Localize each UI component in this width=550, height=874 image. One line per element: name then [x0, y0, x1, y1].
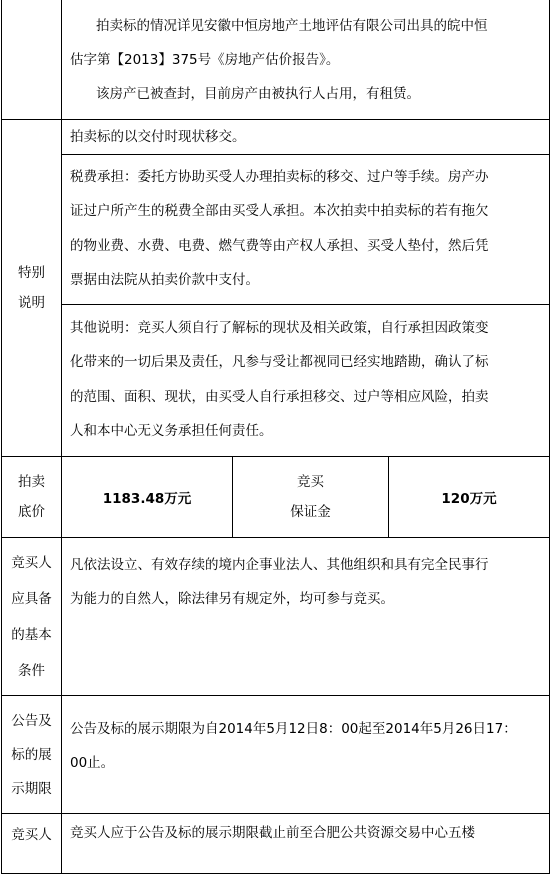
label-line: 的基本	[11, 626, 52, 643]
label-line: 底价	[18, 504, 45, 520]
auction-details-table	[1, 0, 550, 874]
other-line: 其他说明：竞买人须自行了解标的现状及相关政策，自行承担因政策变	[70, 319, 489, 336]
deposit-value: 120万元	[389, 457, 550, 538]
period-line: 公告及标的展示期限为自2014年5月12日8：00起至2014年5月26日17：	[70, 721, 517, 737]
bidder-registration-label	[2, 814, 62, 874]
label-line: 条件	[18, 662, 45, 679]
label-line: 特别	[18, 265, 45, 281]
label-line: 保证金	[290, 504, 331, 520]
label-line: 示期限	[11, 780, 52, 797]
delivery-cell	[62, 120, 550, 155]
bidder-requirements-cell	[62, 538, 550, 696]
requirement-line: 为能力的自然人，除法律另有规定外，均可参与竞买。	[70, 591, 394, 607]
bidder-requirements-row	[2, 538, 550, 696]
empty-label-cell	[2, 0, 62, 120]
tax-line: 的物业费、水费、电费、燃气费等由产权人承担、买受人垫付，然后凭	[70, 237, 489, 254]
registration-line: 竞买人应于公告及标的展示期限截止前至合肥公共资源交易中心五楼	[70, 825, 475, 841]
property-description-row	[2, 0, 550, 120]
label-line: 应具备	[11, 590, 52, 607]
bidder-registration-cell	[62, 814, 550, 874]
reserve-price-row	[2, 457, 550, 538]
label-line: 竞买	[297, 474, 324, 490]
other-line: 化带来的一切后果及责任，凡参与受让都视同已经实地踏勘，确认了标	[70, 354, 489, 370]
display-period-label	[2, 696, 62, 814]
tax-line: 证过户所产生的税费全部由买受人承担。本次拍卖中拍卖标的若有拖欠	[70, 203, 489, 219]
label-line: 竞买人	[11, 827, 52, 843]
label-line: 拍卖	[18, 474, 45, 490]
label-line: 竞买人	[11, 554, 52, 571]
other-line: 人和本中心无义务承担任何责任。	[70, 423, 273, 439]
other-line: 的范围、面积、现状，由买受人自行承担移交、过户等相应风险，拍卖	[70, 388, 489, 405]
special-notes-label	[2, 120, 62, 457]
tax-row	[2, 155, 550, 305]
display-period-row	[2, 696, 550, 814]
period-line: 00止。	[70, 755, 115, 771]
tax-line: 票据由法院从拍卖价款中支付。	[70, 272, 259, 288]
description-line: 拍卖标的情况详见安徽中恒房地产土地评估有限公司出具的皖中恒	[96, 18, 488, 34]
label-line: 标的展	[11, 746, 52, 763]
label-line: 公告及	[11, 712, 52, 729]
delivery-text: 拍卖标的以交付时现状移交。	[70, 129, 246, 145]
reserve-price-value: 1183.48万元	[62, 457, 233, 538]
other-notes-row	[2, 305, 550, 457]
tax-cell	[62, 155, 550, 305]
description-line: 估字第【2013】375号《房地产估价报告》。	[70, 52, 340, 68]
property-description-cell	[62, 0, 550, 120]
tax-line: 税费承担：委托方协助买受人办理拍卖标的移交、过户等手续。房产办	[70, 168, 489, 185]
display-period-cell	[62, 696, 550, 814]
other-notes-cell	[62, 305, 550, 457]
reserve-price-label	[2, 457, 62, 538]
delivery-row	[2, 120, 550, 155]
bidder-registration-row	[2, 814, 550, 874]
label-line: 说明	[18, 295, 45, 311]
deposit-label	[233, 457, 389, 538]
bidder-requirements-label	[2, 538, 62, 696]
requirement-line: 凡依法设立、有效存续的境内企事业法人、其他组织和具有完全民事行	[70, 557, 489, 573]
description-line: 该房产已被查封，目前房产由被执行人占用，有租赁。	[96, 86, 420, 102]
